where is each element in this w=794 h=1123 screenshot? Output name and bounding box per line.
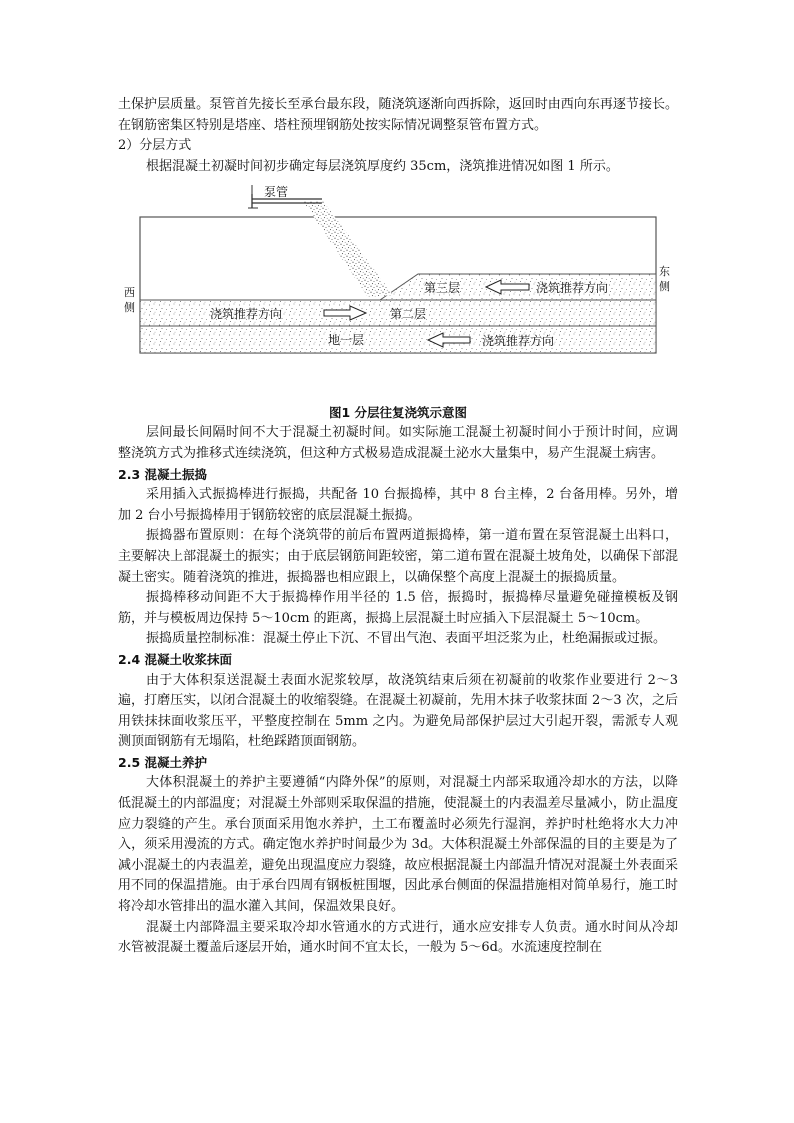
pouring-stream	[303, 201, 393, 297]
direction-label-layer-3: 浇筑推荐方向	[536, 281, 609, 296]
direction-label-layer-1: 浇筑推荐方向	[482, 334, 555, 349]
paragraph-layer-interval: 层间最长间隔时间不大于混凝土初凝时间。如实际施工混凝土初凝时间小于预计时间，应调整浇筑方式为推移式连续浇筑，但这种方式极易造成混凝土泌水大量集中，易产生混凝土病害。	[118, 425, 678, 461]
section-heading-finishing: 2.4 混凝土收浆抹面	[118, 651, 232, 667]
paragraph-curing: 大体积混凝土的养护主要遵循“内降外保”的原则，对混凝土内部采取通冷却水的方法，以降低混凝土的内部温度；对混凝土外部则采取保温的措施，使混凝土的内表温差尽量减小，防止温度应力裂缝的产生。承台顶面采用饱水养护，土工布覆盖时必须先行湿润，养护时杜绝将水大力冲入，须采用漫流的方式。确定饱水养护时间最少为 3d。大体积混凝土外部保温的目的主要是为了减小混凝土的内表温差，避免出现温度应力裂缝，故应根据混凝土内部温升情况对混凝土外表面采用不同的保温措施。由于承台四周有钢板桩围堰，因此承台侧面的保温措施相对简单易行，施工时将冷却水管排出的温水灌入其间，保温效果良好。	[118, 775, 678, 915]
paragraph-vibrator-layout: 振捣器布置原则：在每个浇筑带的前后布置两道振捣棒，第一道布置在泵管混凝土出料口，主要解决上部混凝土的振实；由于底层钢筋间距较密，第二道布置在混凝土坡角处，以确保下部混凝土密实。随着浇筑的推进，振捣器也相应跟上，以确保整个高度上混凝土的振捣质量。	[118, 528, 678, 585]
paragraph-intro: 土保护层质量。泵管首先接长至承台最东段，随浇筑逐渐向西拆除，返回时由西向东再逐节接长。在钢筋密集区特别是塔座、塔柱预埋钢筋处按实际情况调整泵管布置方式。	[118, 97, 678, 133]
east-label-char-1: 东	[659, 265, 670, 279]
west-label-char-1: 西	[124, 286, 135, 300]
document-page	[118, 95, 678, 959]
layered-pouring-diagram	[118, 183, 678, 401]
east-label-char-2: 侧	[659, 280, 670, 294]
layer-2-label: 第二层	[390, 307, 427, 322]
paragraph-finishing: 由于大体积泵送混凝土表面水泥浆较厚，故浇筑结束后须在初凝前的收浆作业要进行 2～3 遍，打磨压实，以闭合混凝土的收缩裂缝。在混凝土初凝前，先用木抹子收浆抹面 2～3 次，之后用铁抹抹面收浆压平，平整度控制在 5mm 之内。为避免局部保护层过大引起开裂，需派专人观测顶面钢筋有无塌陷，杜绝踩踏顶面钢筋。	[118, 672, 678, 750]
layer-1-band	[140, 326, 656, 353]
direction-label-layer-2: 浇筑推荐方向	[210, 307, 283, 322]
layer-3-label: 第三层	[424, 281, 461, 296]
paragraph-layer-thickness: 根据混凝土初凝时间初步确定每层浇筑厚度约 35cm，浇筑推进情况如图 1 所示。	[146, 158, 619, 174]
paragraph-vibration-standard: 振捣质量控制标准：混凝土停止下沉、不冒出气泡、表面平坦泛浆为止，杜绝漏振或过振。	[146, 631, 667, 647]
pump-label: 泵管	[264, 185, 289, 200]
layer-1-label: 地一层	[328, 333, 365, 348]
paragraph-vibrator-count: 采用插入式振捣棒进行振捣，共配备 10 台振捣棒，其中 8 台主棒，2 台备用棒。另外，增加 2 台小号振捣棒用于钢筋较密的底层混凝土振捣。	[118, 487, 678, 523]
section-heading-curing: 2.5 混凝土养护	[118, 754, 207, 770]
figure-layered-pouring	[118, 183, 678, 401]
section-heading-vibration: 2.3 混凝土振捣	[118, 466, 207, 482]
paragraph-vibrator-spacing: 振捣棒移动间距不大于振捣棒作用半径的 1.5 倍，振捣时，振捣棒尽量避免碰撞模板及钢筋，并与模板周边保持 5～10cm 的距离，振捣上层混凝土时应插入下层混凝土 5～10cm。	[118, 590, 678, 626]
sub-heading-layering: 2）分层方式	[118, 138, 192, 154]
figure-caption: 图1 分层往复浇筑示意图	[328, 405, 468, 421]
west-label-char-2: 侧	[124, 301, 135, 315]
paragraph-cooling-water: 混凝土内部降温主要采取冷却水管通水的方式进行，通水应安排专人负责。通水时间从冷却水管被混凝土覆盖后逐层开始，通水时间不宜太长，一般为 5～6d。水流速度控制在	[118, 919, 678, 956]
